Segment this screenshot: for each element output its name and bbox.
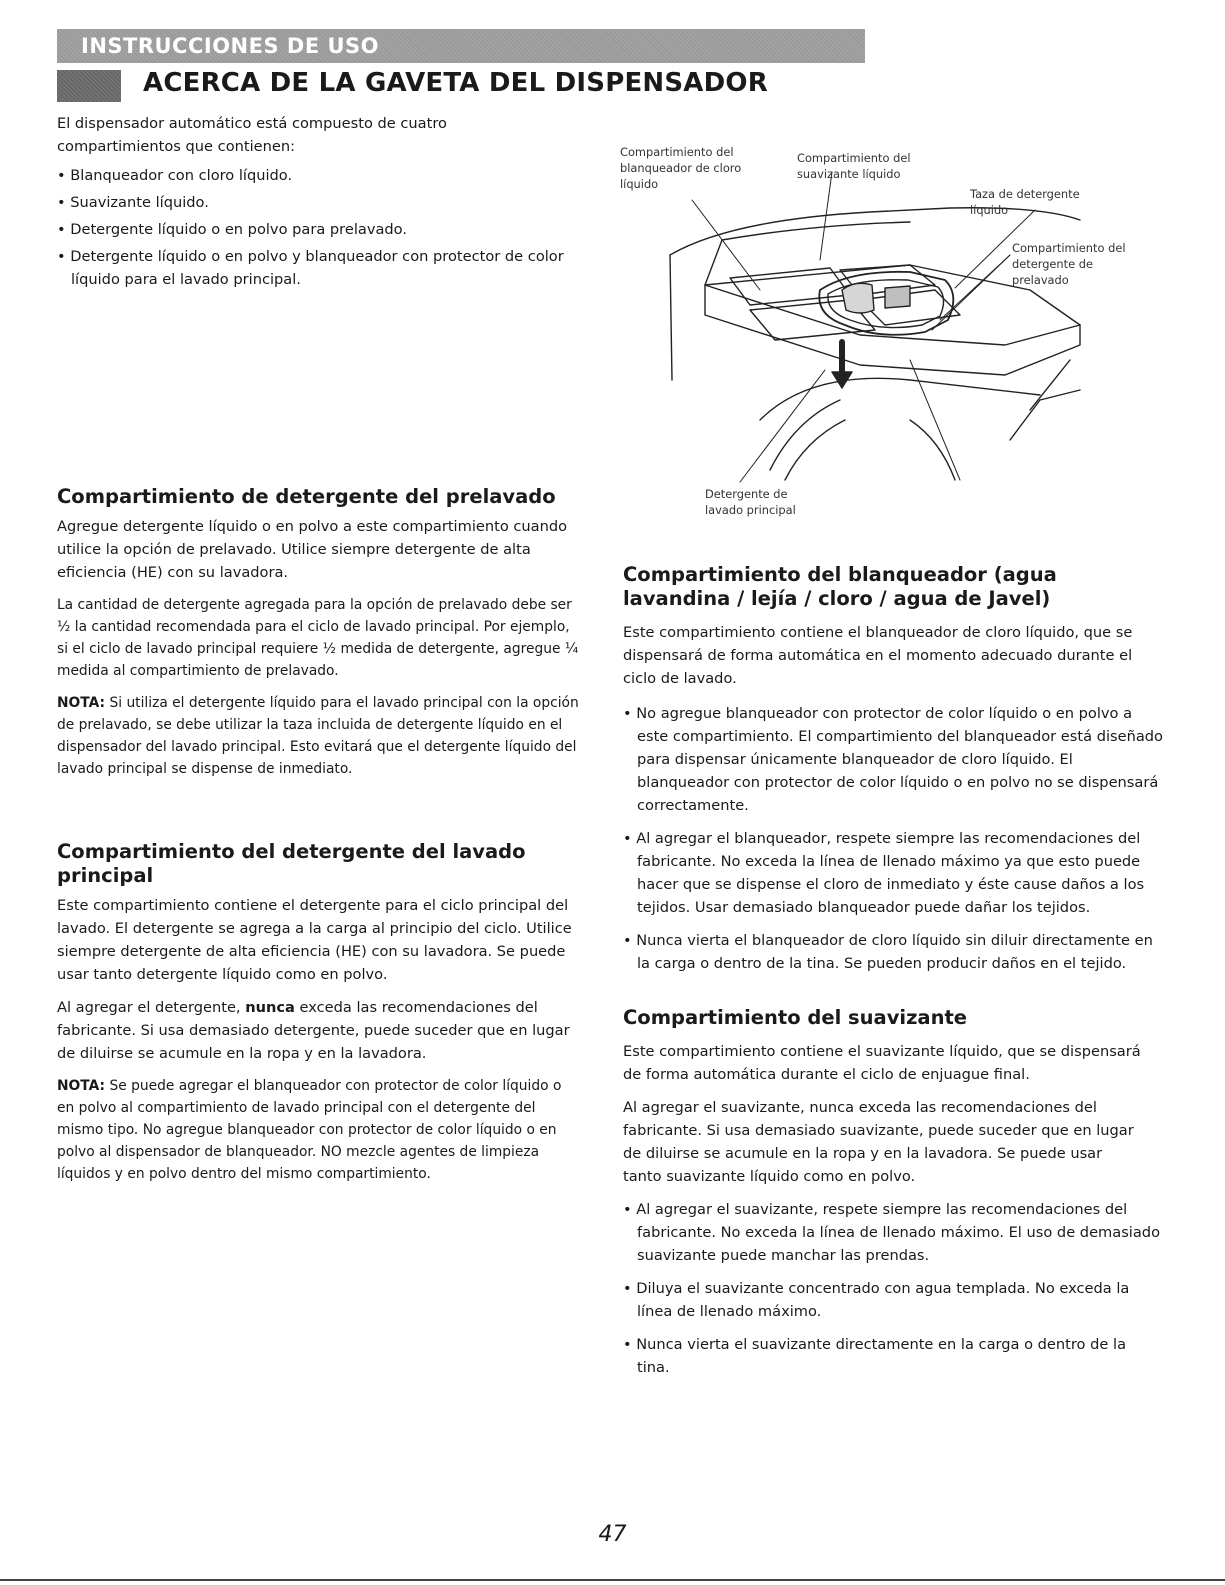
- prewash-note: [57, 692, 582, 780]
- list-item: • Blanqueador con cloro líquido.: [57, 167, 293, 184]
- note-label: NOTA:: [57, 695, 106, 711]
- main-wash-paragraph-2: [57, 996, 582, 1065]
- paragraph-text: exceda las recomendaciones del fabricante. Si usa demasiado detergente, puede suceder que en lugar de diluirse se acumule en la ropa y en la lavadora.: [57, 999, 570, 1062]
- prewash-heading: Compartimiento de detergente del prelavado: [57, 485, 556, 508]
- label-line: prelavado: [1012, 273, 1069, 287]
- softener-heading: Compartimiento del suavizante: [623, 1006, 968, 1029]
- dispenser-drawer-illustration: [610, 120, 1170, 535]
- list-item: • Detergente líquido o en polvo y blanqueador con protector de color líquido para el lavado principal.: [57, 248, 564, 288]
- main-wash-section: [57, 840, 582, 1185]
- list-item: • Detergente líquido o en polvo para prelavado.: [57, 221, 407, 238]
- intro-text: El dispensador automático está compuesto de cuatro compartimientos que contienen:: [57, 115, 447, 155]
- label-line: líquido: [620, 177, 659, 191]
- list-item: • No agregue blanqueador con protector de color líquido o en polvo a este compartimiento. El compartimiento del blanqueador está diseñado para dispensar únicamente blanqueador de cloro líquido. El blanqueador con protector de color líquido o en polvo no se dispensará correctamente.: [623, 705, 1163, 814]
- list-item: • Al agregar el suavizante, respete siempre las recomendaciones del fabricante. No exceda la línea de llenado máximo. El uso de demasiado suavizante puede manchar las prendas.: [623, 1201, 1161, 1264]
- label-main-wash-detergent: [705, 486, 796, 518]
- note-text: Se puede agregar el blanqueador con protector de color líquido o en polvo al compartimiento de lavado principal con el detergente del mismo tipo. No agregue blanqueador con protector de color líquido o en polvo al dispensador de blanqueador. NO mezcle agentes de limpieza líquidos y en polvo dentro del mismo compartimiento.: [57, 1078, 562, 1182]
- label-line: lavado principal: [705, 503, 796, 517]
- emphasis-word: nunca: [245, 999, 295, 1016]
- page-bottom-rule: [0, 1579, 1225, 1581]
- softener-section: [623, 1006, 1163, 1379]
- label-line: Compartimiento del: [620, 145, 734, 159]
- paragraph-text: Al agregar el detergente,: [57, 999, 246, 1016]
- page-title: ACERCA DE LA GAVETA DEL DISPENSADOR: [143, 68, 768, 98]
- softener-paragraph-1: Este compartimiento contiene el suavizante líquido, que se dispensará de forma automática durante el ciclo de enjuague final.: [623, 1043, 1141, 1083]
- label-softener-compartment: [797, 150, 911, 182]
- left-column: [57, 112, 582, 1182]
- label-line: detergente de: [1012, 257, 1093, 271]
- label-line: suavizante líquido: [797, 167, 901, 181]
- bleach-heading: Compartimiento del blanqueador (agua lavandina / lejía / cloro / agua de Javel): [623, 563, 1057, 610]
- list-item: • Suavizante líquido.: [57, 194, 209, 211]
- bleach-paragraph-1: Este compartimiento contiene el blanqueador de cloro líquido, que se dispensará de forma automática en el momento adecuado durante el ciclo de lavado.: [623, 624, 1133, 687]
- label-line: líquido: [970, 203, 1009, 217]
- label-prewash-compartment: [1012, 240, 1126, 288]
- prewash-paragraph-2: La cantidad de detergente agregada para la opción de prelavado debe ser ½ la cantidad recomendada para el ciclo de lavado principal. Por ejemplo, si el ciclo de lavado principal requiere ½ medida de detergente, agregue ¼ medida al compartimiento de prelavado.: [57, 597, 579, 679]
- label-line: Taza de detergente: [970, 187, 1080, 201]
- label-detergent-cup: [970, 186, 1080, 218]
- bleach-section: [623, 563, 1163, 975]
- title-marker-block: [57, 70, 121, 102]
- intro-list: [57, 164, 582, 291]
- page-number: 47: [598, 1522, 627, 1547]
- main-wash-paragraph-1: Este compartimiento contiene el detergente para el ciclo principal del lavado. El detergente se agrega a la carga al principio del ciclo. Utilice siempre detergente de alta eficiencia (HE) con su lavadora. Se puede usar tanto detergente líquido como en polvo.: [57, 897, 572, 983]
- main-wash-heading: Compartimiento del detergente del lavado principal: [57, 840, 526, 887]
- main-wash-note: [57, 1075, 582, 1185]
- label-line: Compartimiento del: [1012, 241, 1126, 255]
- list-item: • Nunca vierta el blanqueador de cloro líquido sin diluir directamente en la carga o dentro de la tina. Se pueden producir daños en el tejido.: [623, 932, 1153, 972]
- list-item: • Al agregar el blanqueador, respete siempre las recomendaciones del fabricante. No exceda la línea de llenado máximo ya que esto puede hacer que se dispense el cloro de inmediato y éste cause daños a los tejidos. Usar demasiado blanqueador puede dañar los tejidos.: [623, 830, 1145, 916]
- list-item: • Nunca vierta el suavizante directamente en la carga o dentro de la tina.: [623, 1336, 1127, 1376]
- section-banner: INSTRUCCIONES DE USO: [57, 29, 865, 63]
- softener-paragraph-2: Al agregar el suavizante, nunca exceda las recomendaciones del fabricante. Si usa demasiado suavizante, puede suceder que en lugar de diluirse se acumule en la ropa y en la lavadora. Se puede usar tanto suavizante líquido como en polvo.: [623, 1099, 1134, 1185]
- label-line: blanqueador de cloro: [620, 161, 742, 175]
- prewash-paragraph-1: Agregue detergente líquido o en polvo a este compartimiento cuando utilice la opción de prelavado. Utilice siempre detergente de alta eficiencia (HE) con su lavadora.: [57, 518, 568, 581]
- prewash-section: [57, 485, 582, 780]
- right-column: [623, 563, 1163, 1376]
- label-bleach-compartment: [620, 144, 741, 192]
- note-label: NOTA:: [57, 1078, 106, 1094]
- label-line: Compartimiento del: [797, 151, 911, 165]
- label-line: Detergente de: [705, 487, 788, 501]
- list-item: • Diluya el suavizante concentrado con agua templada. No exceda la línea de llenado máximo.: [623, 1280, 1130, 1320]
- note-text: Si utiliza el detergente líquido para el lavado principal con la opción de prelavado, se debe utilizar la taza incluida de detergente líquido en el dispensador del lavado principal. Esto evitará que el detergente líquido del lavado principal se dispense de inmediato.: [57, 695, 579, 777]
